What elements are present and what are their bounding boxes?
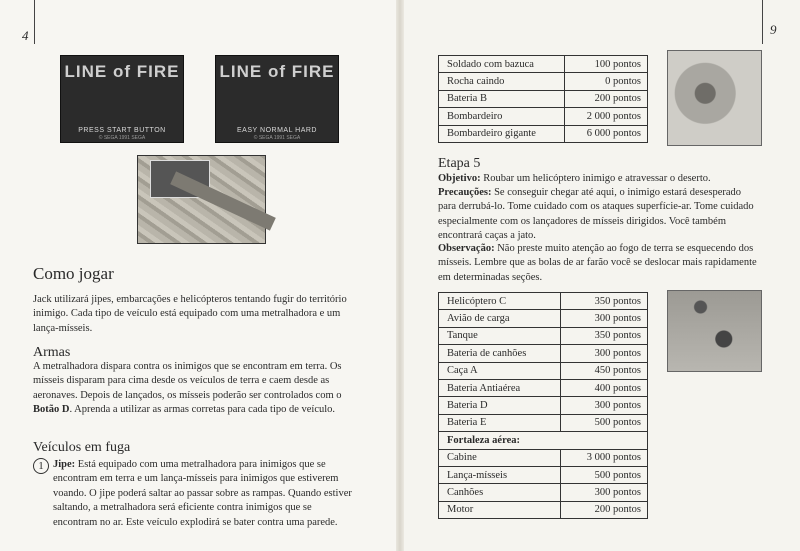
weapons-heading: Armas: [33, 345, 71, 360]
enemy-name: Caça A: [439, 362, 561, 379]
enemy-points: 200 pontos: [560, 501, 647, 518]
enemy-name: Bombardeiro: [439, 108, 565, 125]
stage-title: Etapa 5: [438, 156, 481, 171]
enemy-name: Cabine: [439, 449, 561, 466]
jeep-paragraph: [53, 458, 358, 530]
book-gutter: [396, 0, 404, 551]
enemy-name: Canhões: [439, 484, 561, 501]
weapons-text-end: . Aprenda a utilizar as armas corretas para cada tipo de veículo.: [69, 404, 336, 416]
table-row: [439, 397, 648, 414]
enemy-points: 300 pontos: [560, 484, 647, 501]
enemy-name: Avião de carga: [439, 310, 561, 327]
table-row: [439, 293, 648, 310]
enemy-points: 350 pontos: [560, 293, 647, 310]
left-page-number: 4: [22, 28, 29, 43]
table-row: [439, 327, 648, 344]
table-row: [439, 466, 648, 483]
table-row: [439, 108, 648, 125]
table-row: [439, 90, 648, 107]
note-paragraph: [438, 242, 768, 285]
enemy-points: 200 pontos: [565, 90, 648, 107]
enemy-points: 450 pontos: [560, 362, 647, 379]
intro-paragraph: Jack utilizará jipes, embarcações e helicópteros tentando fugir do território inimigo. Cada tipo de veículo está equipado com uma metralhadora e um lança-mísseis.: [33, 294, 347, 334]
objective-label: Objetivo:: [438, 173, 481, 184]
vehicles-heading: Veículos em fuga: [33, 440, 131, 455]
enemy-name: Lança-mísseis: [439, 466, 561, 483]
caution-paragraph: [438, 186, 758, 244]
enemy-name: Bateria E: [439, 414, 561, 431]
enemy-photo-1: [667, 50, 762, 146]
table-subheader: Fortaleza aérea:: [439, 432, 648, 449]
jeep-text: Está equipado com uma metralhadora para inimigos que se encontram em terra e um lança-mísseis para inimigos que estiverem voando. O jipe poderá saltar ao passar sobre as rampas. Quando estiver saltando, a metralhadora será eficiente contra inimigos que se encontram no ar. Este veículo explodirá se bater contra uma parede.: [53, 459, 352, 528]
table-row: [439, 414, 648, 431]
game-logo: LINE of FIRE: [219, 62, 335, 81]
title-screenshot-1: [60, 55, 184, 143]
enemy-points: 2 000 pontos: [565, 108, 648, 125]
vehicle-marker: [33, 458, 53, 474]
caution-text: Se conseguir chegar até aqui, o inimigo estará desesperado para derrubá-lo. Tome cuidado com os ataques superfície-ar. Tome cuidado especialmente com os lançadores de mísseis dirigidos. Você também encontrará caças a jato.: [438, 187, 754, 242]
enemy-name: Bateria D: [439, 397, 561, 414]
objective-paragraph: [438, 172, 773, 186]
jeep-label: Jipe:: [53, 459, 76, 470]
screenshot-caption: EASY NORMAL HARD: [237, 127, 317, 134]
enemy-points: 400 pontos: [560, 379, 647, 396]
table-row: [439, 449, 648, 466]
enemy-points: 100 pontos: [565, 56, 648, 73]
screenshot-copyright: © SEGA 1991 SEGA: [98, 135, 146, 141]
enemy-points: 300 pontos: [560, 397, 647, 414]
enemy-points: 6 000 pontos: [565, 125, 648, 142]
table-row: [439, 362, 648, 379]
enemy-name: Bombardeiro gigante: [439, 125, 565, 142]
objective-text: Roubar um helicóptero inimigo e atravessar o deserto.: [480, 173, 711, 184]
enemy-name: Helicóptero C: [439, 293, 561, 310]
enemy-photo-2: [667, 290, 762, 372]
enemy-points: 0 pontos: [565, 73, 648, 90]
table-row: [439, 345, 648, 362]
weapons-paragraph: [33, 360, 351, 418]
number-circle-icon: 1: [33, 458, 49, 474]
screenshot-copyright: © SEGA 1991 SEGA: [253, 135, 301, 141]
note-label: Observação:: [438, 243, 495, 254]
points-table-1: [438, 55, 648, 143]
road-graphic: [170, 171, 276, 230]
enemy-points: 350 pontos: [560, 327, 647, 344]
points-table-2: [438, 292, 648, 519]
table-row: [439, 484, 648, 501]
left-margin-rule: [34, 0, 35, 44]
note-text: Não preste muito atenção ao fogo de terra se esquecendo dos mísseis. Lembre que as bolas de ar farão você se deslocar mais rapidamente em determinadas seções.: [438, 243, 757, 283]
right-margin-rule: [762, 0, 763, 44]
table-row: [439, 310, 648, 327]
table-row: [439, 125, 648, 142]
screenshot-caption: PRESS START BUTTON: [78, 127, 166, 134]
table-row: [439, 379, 648, 396]
table-subheader-row: [439, 432, 648, 449]
table-row: [439, 56, 648, 73]
enemy-points: 500 pontos: [560, 466, 647, 483]
table-row: [439, 501, 648, 518]
button-d-label: Botão D: [33, 404, 70, 416]
gameplay-screenshot: [137, 155, 266, 244]
enemy-points: 300 pontos: [560, 310, 647, 327]
enemy-name: Bateria Antiaérea: [439, 379, 561, 396]
enemy-points: 300 pontos: [560, 345, 647, 362]
enemy-points: 500 pontos: [560, 414, 647, 431]
enemy-name: Tanque: [439, 327, 561, 344]
enemy-points: 3 000 pontos: [560, 449, 647, 466]
enemy-name: Motor: [439, 501, 561, 518]
section-title: Como jogar: [33, 264, 114, 283]
table-row: [439, 73, 648, 90]
caution-label: Precauções:: [438, 187, 492, 198]
game-logo: LINE of FIRE: [64, 62, 180, 81]
enemy-name: Bateria de canhões: [439, 345, 561, 362]
title-screenshot-2: [215, 55, 339, 143]
weapons-text: A metralhadora dispara contra os inimigos que se encontram em terra. Os mísseis disparam para cima desde os veículos de terra e caem desde as aeronaves. Depois de lançados, os mísseis poderão ser controlados com o: [33, 361, 342, 401]
enemy-name: Soldado com bazuca: [439, 56, 565, 73]
enemy-name: Rocha caindo: [439, 73, 565, 90]
right-page-number: 9: [770, 22, 777, 37]
enemy-name: Bateria B: [439, 90, 565, 107]
